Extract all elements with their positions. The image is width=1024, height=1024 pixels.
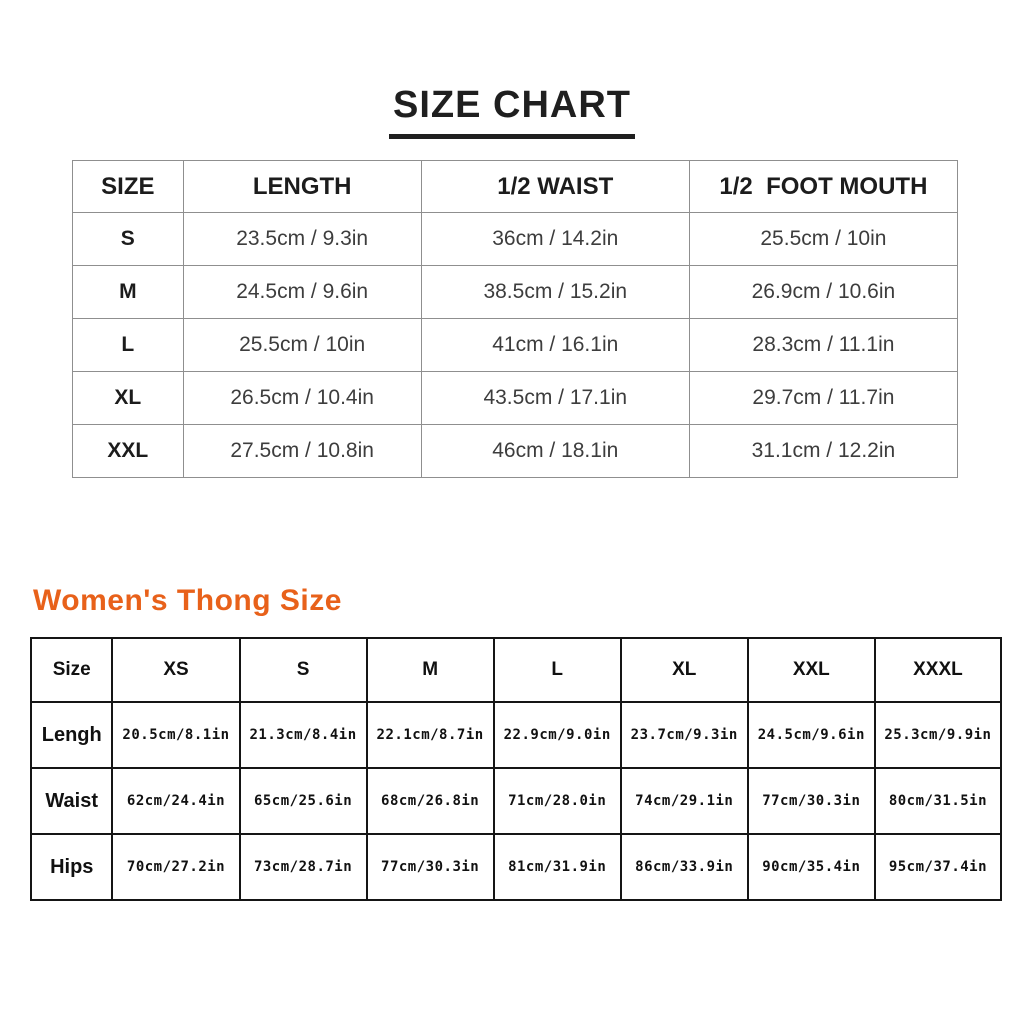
length-value: 26.5cm / 10.4in: [183, 372, 421, 425]
length-value: 23.5cm / 9.3in: [183, 213, 421, 266]
size-chart-table: [72, 160, 958, 478]
length-value: 25.5cm / 10in: [183, 319, 421, 372]
row-label-hips: Hips: [31, 834, 112, 900]
size-chart-col-half-foot-mouth: 1/2 FOOT MOUTH: [689, 161, 957, 213]
measure-value: 74cm/29.1in: [621, 768, 748, 834]
table-row: [31, 834, 1001, 900]
thong-section-title: Women's Thong Size: [33, 584, 342, 617]
size-label: XL: [73, 372, 184, 425]
measure-value: 25.3cm/9.9in: [875, 702, 1001, 768]
size-chart-col-length: LENGTH: [183, 161, 421, 213]
half-waist-value: 43.5cm / 17.1in: [421, 372, 689, 425]
measure-value: 80cm/31.5in: [875, 768, 1001, 834]
half-foot-mouth-value: 28.3cm / 11.1in: [689, 319, 957, 372]
half-waist-value: 38.5cm / 15.2in: [421, 266, 689, 319]
thong-col-xl: XL: [621, 638, 748, 702]
table-row: [31, 702, 1001, 768]
size-label: S: [73, 213, 184, 266]
measure-value: 22.1cm/8.7in: [367, 702, 494, 768]
length-value: 24.5cm / 9.6in: [183, 266, 421, 319]
measure-value: 73cm/28.7in: [240, 834, 367, 900]
size-label: M: [73, 266, 184, 319]
measure-value: 23.7cm/9.3in: [621, 702, 748, 768]
thong-size-table: [30, 637, 1002, 901]
half-waist-value: 46cm / 18.1in: [421, 425, 689, 478]
length-value: 27.5cm / 10.8in: [183, 425, 421, 478]
table-row: [73, 266, 958, 319]
thong-col-xxl: XXL: [748, 638, 875, 702]
measure-value: 71cm/28.0in: [494, 768, 621, 834]
row-label-waist: Waist: [31, 768, 112, 834]
size-chart-col-half-waist: 1/2 WAIST: [421, 161, 689, 213]
measure-value: 81cm/31.9in: [494, 834, 621, 900]
measure-value: 24.5cm/9.6in: [748, 702, 875, 768]
measure-value: 22.9cm/9.0in: [494, 702, 621, 768]
size-chart-col-size: SIZE: [73, 161, 184, 213]
measure-value: 95cm/37.4in: [875, 834, 1001, 900]
table-row: [31, 768, 1001, 834]
measure-value: 62cm/24.4in: [112, 768, 239, 834]
half-waist-value: 41cm / 16.1in: [421, 319, 689, 372]
measure-value: 20.5cm/8.1in: [112, 702, 239, 768]
size-label: XXL: [73, 425, 184, 478]
table-row: [73, 213, 958, 266]
measure-value: 70cm/27.2in: [112, 834, 239, 900]
measure-value: 90cm/35.4in: [748, 834, 875, 900]
table-row: [73, 319, 958, 372]
table-row: [73, 425, 958, 478]
measure-value: 86cm/33.9in: [621, 834, 748, 900]
row-label-length: Lengh: [31, 702, 112, 768]
thong-col-l: L: [494, 638, 621, 702]
half-foot-mouth-value: 29.7cm / 11.7in: [689, 372, 957, 425]
measure-value: 21.3cm/8.4in: [240, 702, 367, 768]
thong-header-row: [31, 638, 1001, 702]
thong-col-xxxl: XXXL: [875, 638, 1001, 702]
page-title-wrap: [0, 84, 1024, 139]
page-title: SIZE CHART: [389, 84, 635, 139]
size-label: L: [73, 319, 184, 372]
half-foot-mouth-value: 31.1cm / 12.2in: [689, 425, 957, 478]
thong-col-s: S: [240, 638, 367, 702]
half-waist-value: 36cm / 14.2in: [421, 213, 689, 266]
thong-col-size: Size: [31, 638, 112, 702]
measure-value: 65cm/25.6in: [240, 768, 367, 834]
table-row: [73, 372, 958, 425]
size-chart-header-row: [73, 161, 958, 213]
half-foot-mouth-value: 26.9cm / 10.6in: [689, 266, 957, 319]
half-foot-mouth-value: 25.5cm / 10in: [689, 213, 957, 266]
thong-col-m: M: [367, 638, 494, 702]
measure-value: 68cm/26.8in: [367, 768, 494, 834]
measure-value: 77cm/30.3in: [748, 768, 875, 834]
measure-value: 77cm/30.3in: [367, 834, 494, 900]
thong-col-xs: XS: [112, 638, 239, 702]
